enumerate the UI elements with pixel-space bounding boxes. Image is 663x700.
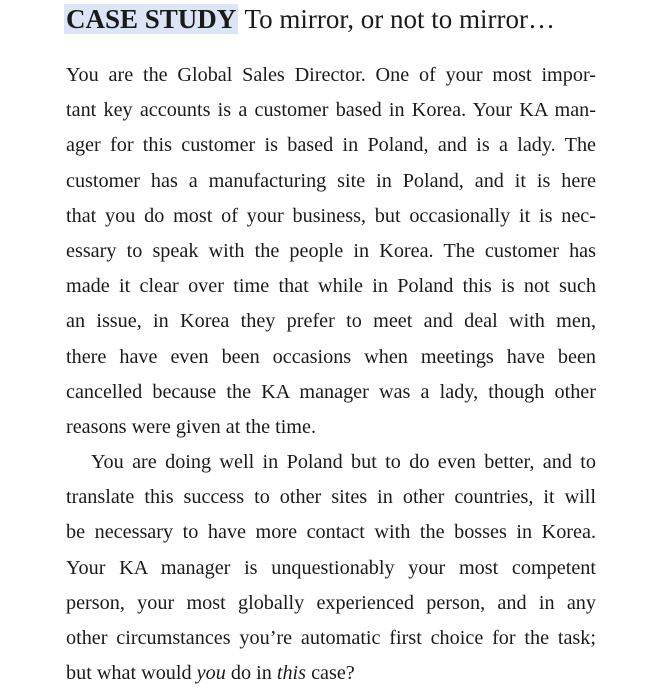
case-study-label: CASE STUDY <box>66 4 237 34</box>
text-line: an issue, in Korea they prefer to meet and deal with men, <box>66 310 596 333</box>
text-line: made it clear over time that while in Poland this is not such <box>66 275 596 298</box>
emphasis-this: this <box>276 662 307 685</box>
final-line-end: case? <box>306 662 355 685</box>
text-line: cancelled because the KA manager was a lady, though other <box>66 380 596 403</box>
text-line: customer has a manufacturing site in Poland, and it is here <box>66 169 596 192</box>
text-line: person, your most globally experienced person, and in any <box>66 591 596 614</box>
text-line: translate this success to other sites in other countries, it will <box>66 486 596 509</box>
text-line: be necessary to have more contact with the bosses in Korea. <box>66 521 596 544</box>
text-line: You are the Global Sales Director. One of your most impor- <box>66 64 596 86</box>
text-line: You are doing well in Poland but to do even better, and to <box>91 451 596 474</box>
text-line: that you do most of your business, but occasionally it is nec- <box>66 204 596 227</box>
text-line-final <box>66 656 596 691</box>
final-line-middle: do in <box>225 662 277 685</box>
paragraph-1 <box>66 58 596 445</box>
text-line: other circumstances you’re automatic first choice for the task; <box>66 627 596 649</box>
emphasis-you: you <box>196 662 226 685</box>
text-line: Your KA manager is unquestionably your most competent <box>66 556 596 579</box>
text-line: tant key accounts is a customer based in Korea. Your KA man- <box>66 99 596 122</box>
case-study-heading <box>66 4 555 34</box>
case-study-title: To mirror, or not to mirror… <box>238 4 556 34</box>
case-study-body <box>66 58 596 691</box>
text-line: there have even been occasions when meetings have been <box>66 345 596 368</box>
text-line: essary to speak with the people in Korea. The customer has <box>66 239 596 262</box>
paragraph-2 <box>66 445 596 691</box>
text-line: reasons were given at the time. <box>66 415 317 438</box>
text-line: ager for this customer is based in Poland, and is a lady. The <box>66 134 596 157</box>
final-line-start: but what would <box>66 662 197 685</box>
